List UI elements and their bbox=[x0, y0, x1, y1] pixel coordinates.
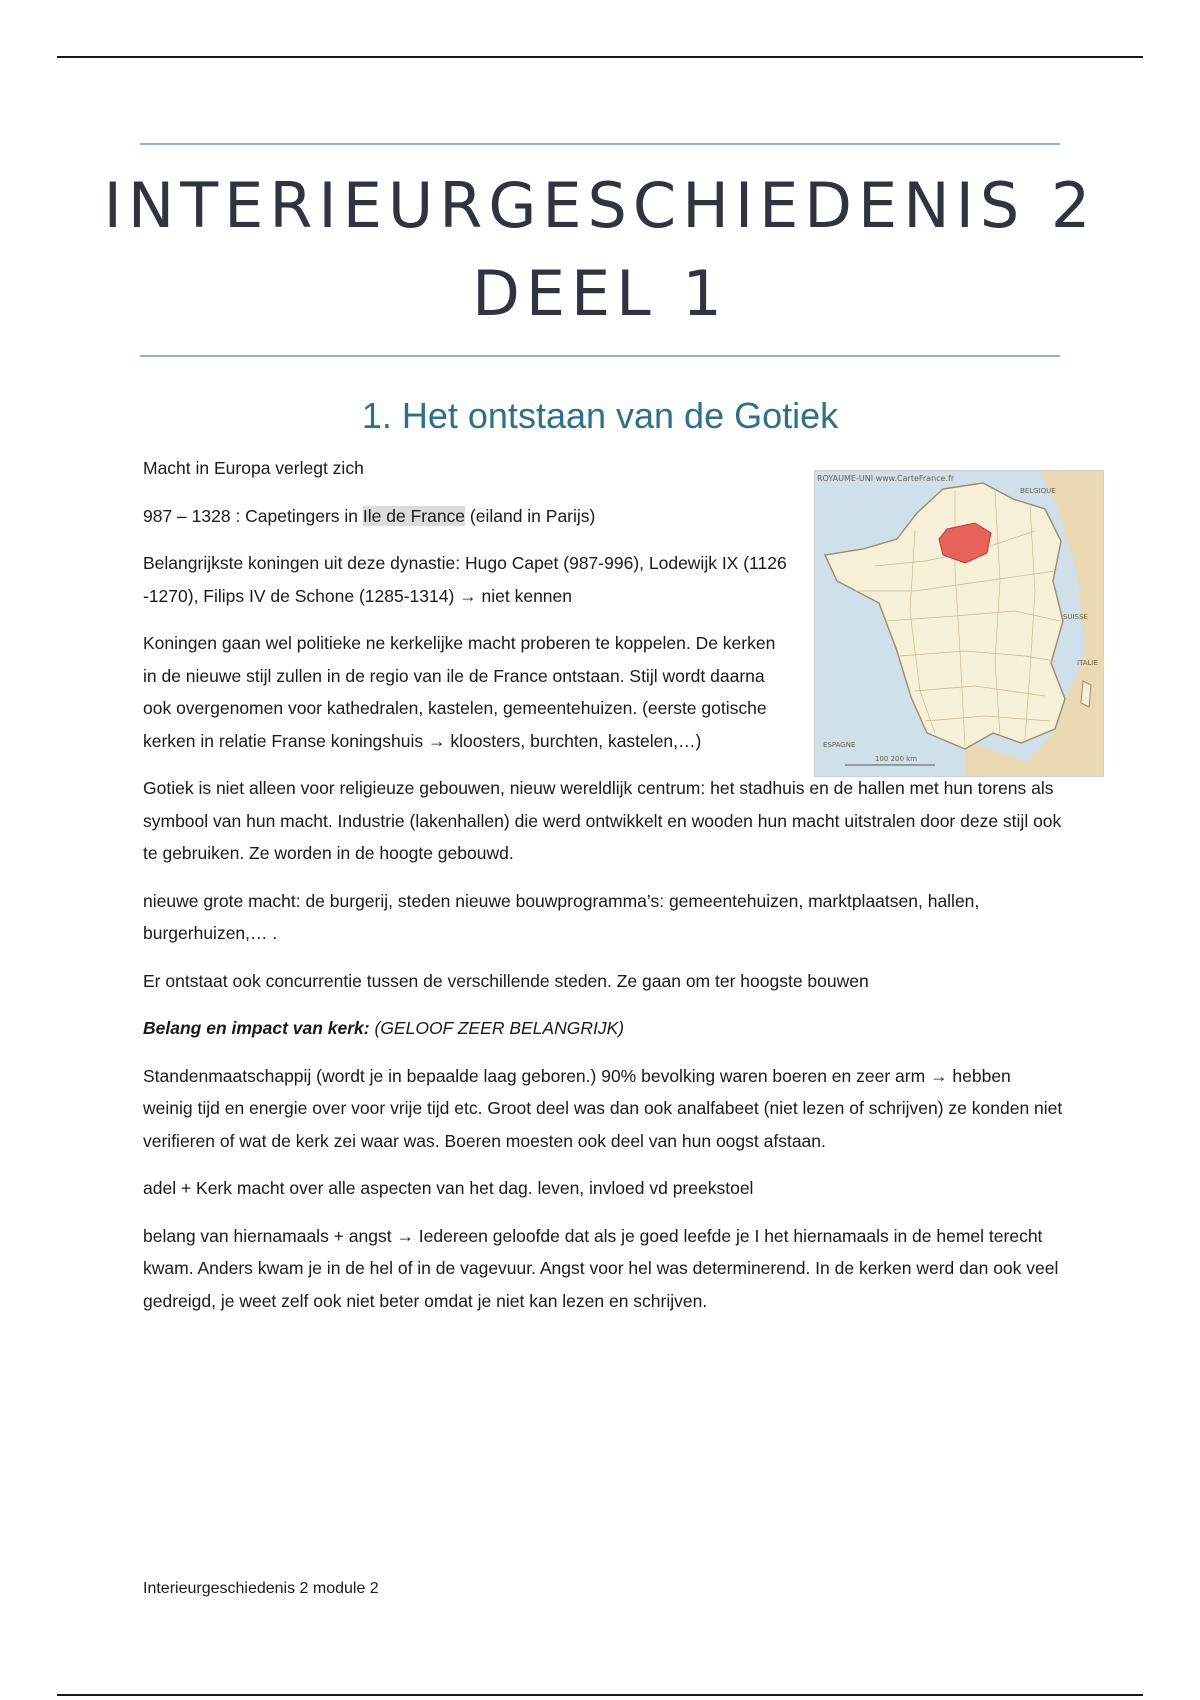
paragraph: 987 – 1328 : Capetingers in Ile de France (eiland in Parijs) bbox=[143, 505, 596, 526]
bottom-rule bbox=[57, 1694, 1143, 1696]
paragraph: Gotiek is niet alleen voor religieuze gebouwen, nieuw wereldlijk centrum: het stadhuis en de hallen met hun torens als symbool van hun macht. Industrie (lakenhallen) die werd ontwikkelt en wooden hun macht uitstralen door deze stijl ook te gebruiken. Ze worden in de hoogte gebouwd. bbox=[143, 778, 1062, 863]
map-corsica bbox=[1081, 681, 1091, 707]
subheading: Belang en impact van kerk: (GELOOF ZEER BELANGRIJK) bbox=[143, 1018, 625, 1038]
top-rule bbox=[57, 56, 1143, 58]
map-label-belgique: BELGIQUE bbox=[1020, 487, 1056, 495]
title-line-1: INTERIEURGESCHIEDENIS 2 bbox=[103, 169, 1097, 242]
title-line-2: DEEL 1 bbox=[472, 257, 728, 330]
paragraph: nieuwe grote macht: de burgerij, steden nieuwe bouwprogramma’s: gemeentehuizen, marktplaatsen, hallen, burgerhuizen,… . bbox=[143, 890, 980, 943]
map-label-italie: ITALIE bbox=[1077, 659, 1098, 667]
paragraph: Standenmaatschappij (wordt je in bepaalde laag geboren.) 90% bevolking waren boeren en zeer arm → hebben weinig tijd en energie over voor vrije tijd etc. Groot deel was dan ook analfabeet (niet lezen of schrijven) ze konden niet verifieren of wat de kerk zei waar was. Boeren moesten ook deel van hun oogst afstaan. bbox=[143, 1065, 1063, 1151]
paragraph: Macht in Europa verlegt zich bbox=[143, 458, 364, 478]
map-scale: 100 200 km bbox=[875, 755, 918, 763]
section-heading: 1. Het ontstaan van de Gotiek bbox=[361, 395, 839, 436]
page-footer: Interieurgeschiedenis 2 module 2 bbox=[143, 1580, 379, 1597]
map-header-text: ROYAUME-UNI www.CarteFrance.fr bbox=[817, 474, 955, 483]
map-label-suisse: SUISSE bbox=[1063, 613, 1088, 621]
paragraph: Belangrijkste koningen uit deze dynastie: Hugo Capet (987-996), Lodewijk IX (1126 -1270), Filips IV de Schone (1285-1314) → niet kennen bbox=[143, 553, 787, 606]
paragraph: Er ontstaat ook concurrentie tussen de verschillende steden. Ze gaan om ter hoogste bouwen bbox=[143, 970, 869, 991]
paragraph: Koningen gaan wel politieke ne kerkelijke macht proberen te koppelen. De kerken in de nieuwe stijl zullen in de regio van ile de France ontstaan. Stijl wordt daarna ook overgenomen voor kathedralen, kastelen, gemeentehuizen. (eerste gotische kerken in relatie Franse koningshuis → kloosters, burchten, kastelen,…) bbox=[143, 633, 776, 751]
title-block bbox=[103, 143, 1097, 357]
map-label-espagne: ESPAGNE bbox=[823, 741, 856, 749]
paragraph: adel + Kerk macht over alle aspecten van het dag. leven, invloed vd preekstoel bbox=[143, 1178, 754, 1198]
highlighted-text: Ile de France bbox=[362, 505, 466, 526]
document-body bbox=[143, 452, 1063, 1332]
paragraph: belang van hiernamaals + angst → Iedereen geloofde dat als je goed leefde je I het hiernamaals in de hemel terecht kwam. Anders kwam je in de hel of in de vagevuur. Angst voor hel was determinerend. In de kerken werd dan ook veel gedreigd, je weet zelf ook niet beter omdat je niet kan lezen en schrijven. bbox=[143, 1225, 1059, 1311]
